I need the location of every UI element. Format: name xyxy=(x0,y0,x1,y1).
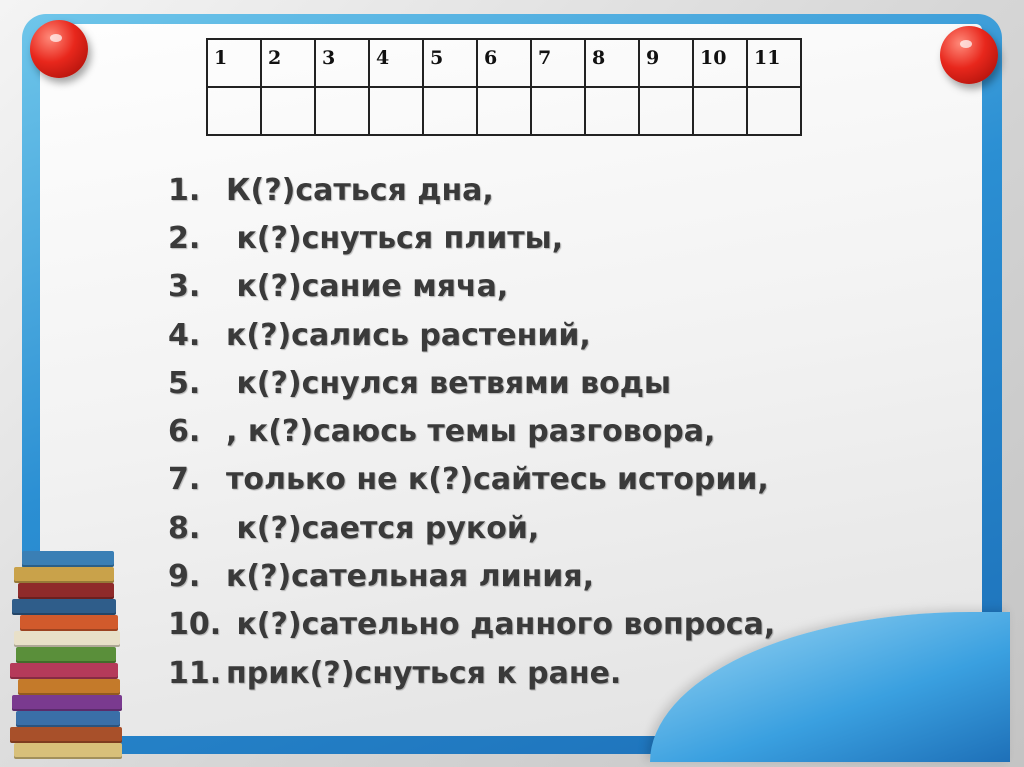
grid-answer-cell xyxy=(531,87,585,135)
grid-header-cell: 3 xyxy=(315,39,369,87)
list-item xyxy=(168,504,775,552)
item-text: , к(?)саюсь темы разговора, xyxy=(226,414,716,450)
grid-answer-cell xyxy=(369,87,423,135)
book-icon xyxy=(18,583,114,599)
book-icon xyxy=(10,727,122,743)
grid-answer-cell xyxy=(693,87,747,135)
book-icon xyxy=(14,631,120,647)
list-item xyxy=(168,214,775,262)
answer-grid-answer-row xyxy=(207,87,801,135)
item-number: 10. xyxy=(168,607,222,643)
grid-header-cell: 9 xyxy=(639,39,693,87)
book-icon xyxy=(18,679,120,695)
task-list xyxy=(168,166,775,697)
grid-answer-cell xyxy=(261,87,315,135)
book-icon xyxy=(12,599,116,615)
item-number: 3. xyxy=(168,269,201,305)
grid-header-cell: 11 xyxy=(747,39,801,87)
list-item xyxy=(168,407,775,455)
grid-answer-cell xyxy=(747,87,801,135)
item-number: 6. xyxy=(168,414,201,450)
item-text: к(?)сательно данного вопроса, xyxy=(226,607,776,643)
item-number: 1. xyxy=(168,172,201,208)
item-text: к(?)сание мяча, xyxy=(226,269,509,305)
item-text: только не к(?)сайтесь истории, xyxy=(226,462,769,498)
item-number: 9. xyxy=(168,559,201,595)
book-icon xyxy=(12,695,122,711)
grid-answer-cell xyxy=(639,87,693,135)
list-item xyxy=(168,552,775,600)
item-text: к(?)сательная линия, xyxy=(226,559,594,595)
item-text: к(?)снулся ветвями воды xyxy=(226,365,672,401)
list-item xyxy=(168,311,775,359)
grid-answer-cell xyxy=(207,87,261,135)
grid-answer-cell xyxy=(423,87,477,135)
book-icon xyxy=(22,551,114,567)
list-item xyxy=(168,359,775,407)
answer-grid xyxy=(206,38,802,136)
pushpin-icon xyxy=(940,26,998,84)
item-number: 2. xyxy=(168,220,201,256)
grid-header-cell: 1 xyxy=(207,39,261,87)
item-text: к(?)сались растений, xyxy=(226,317,591,353)
list-item xyxy=(168,263,775,311)
book-icon xyxy=(14,743,122,759)
grid-header-cell: 10 xyxy=(693,39,747,87)
grid-answer-cell xyxy=(477,87,531,135)
item-number: 4. xyxy=(168,317,201,353)
book-icon xyxy=(20,615,118,631)
item-text: к(?)снуться плиты, xyxy=(226,220,564,256)
grid-header-cell: 7 xyxy=(531,39,585,87)
grid-answer-cell xyxy=(315,87,369,135)
grid-header-cell: 2 xyxy=(261,39,315,87)
list-item xyxy=(168,166,775,214)
grid-header-cell: 6 xyxy=(477,39,531,87)
item-number: 5. xyxy=(168,365,201,401)
grid-answer-cell xyxy=(585,87,639,135)
book-icon xyxy=(14,567,114,583)
book-icon xyxy=(16,711,120,727)
book-icon xyxy=(10,663,118,679)
item-text: к(?)сается рукой, xyxy=(226,510,540,546)
list-item xyxy=(168,649,775,697)
item-number: 8. xyxy=(168,510,201,546)
book-stack-icon xyxy=(8,545,138,760)
item-number: 11. xyxy=(168,655,222,691)
item-text: прик(?)снуться к ране. xyxy=(226,655,622,691)
book-icon xyxy=(16,647,116,663)
grid-header-cell: 5 xyxy=(423,39,477,87)
answer-grid-header-row xyxy=(207,39,801,87)
grid-header-cell: 4 xyxy=(369,39,423,87)
item-number: 7. xyxy=(168,462,201,498)
list-item xyxy=(168,601,775,649)
list-item xyxy=(168,456,775,504)
pushpin-icon xyxy=(30,20,88,78)
grid-header-cell: 8 xyxy=(585,39,639,87)
item-text: К(?)саться дна, xyxy=(226,172,494,208)
